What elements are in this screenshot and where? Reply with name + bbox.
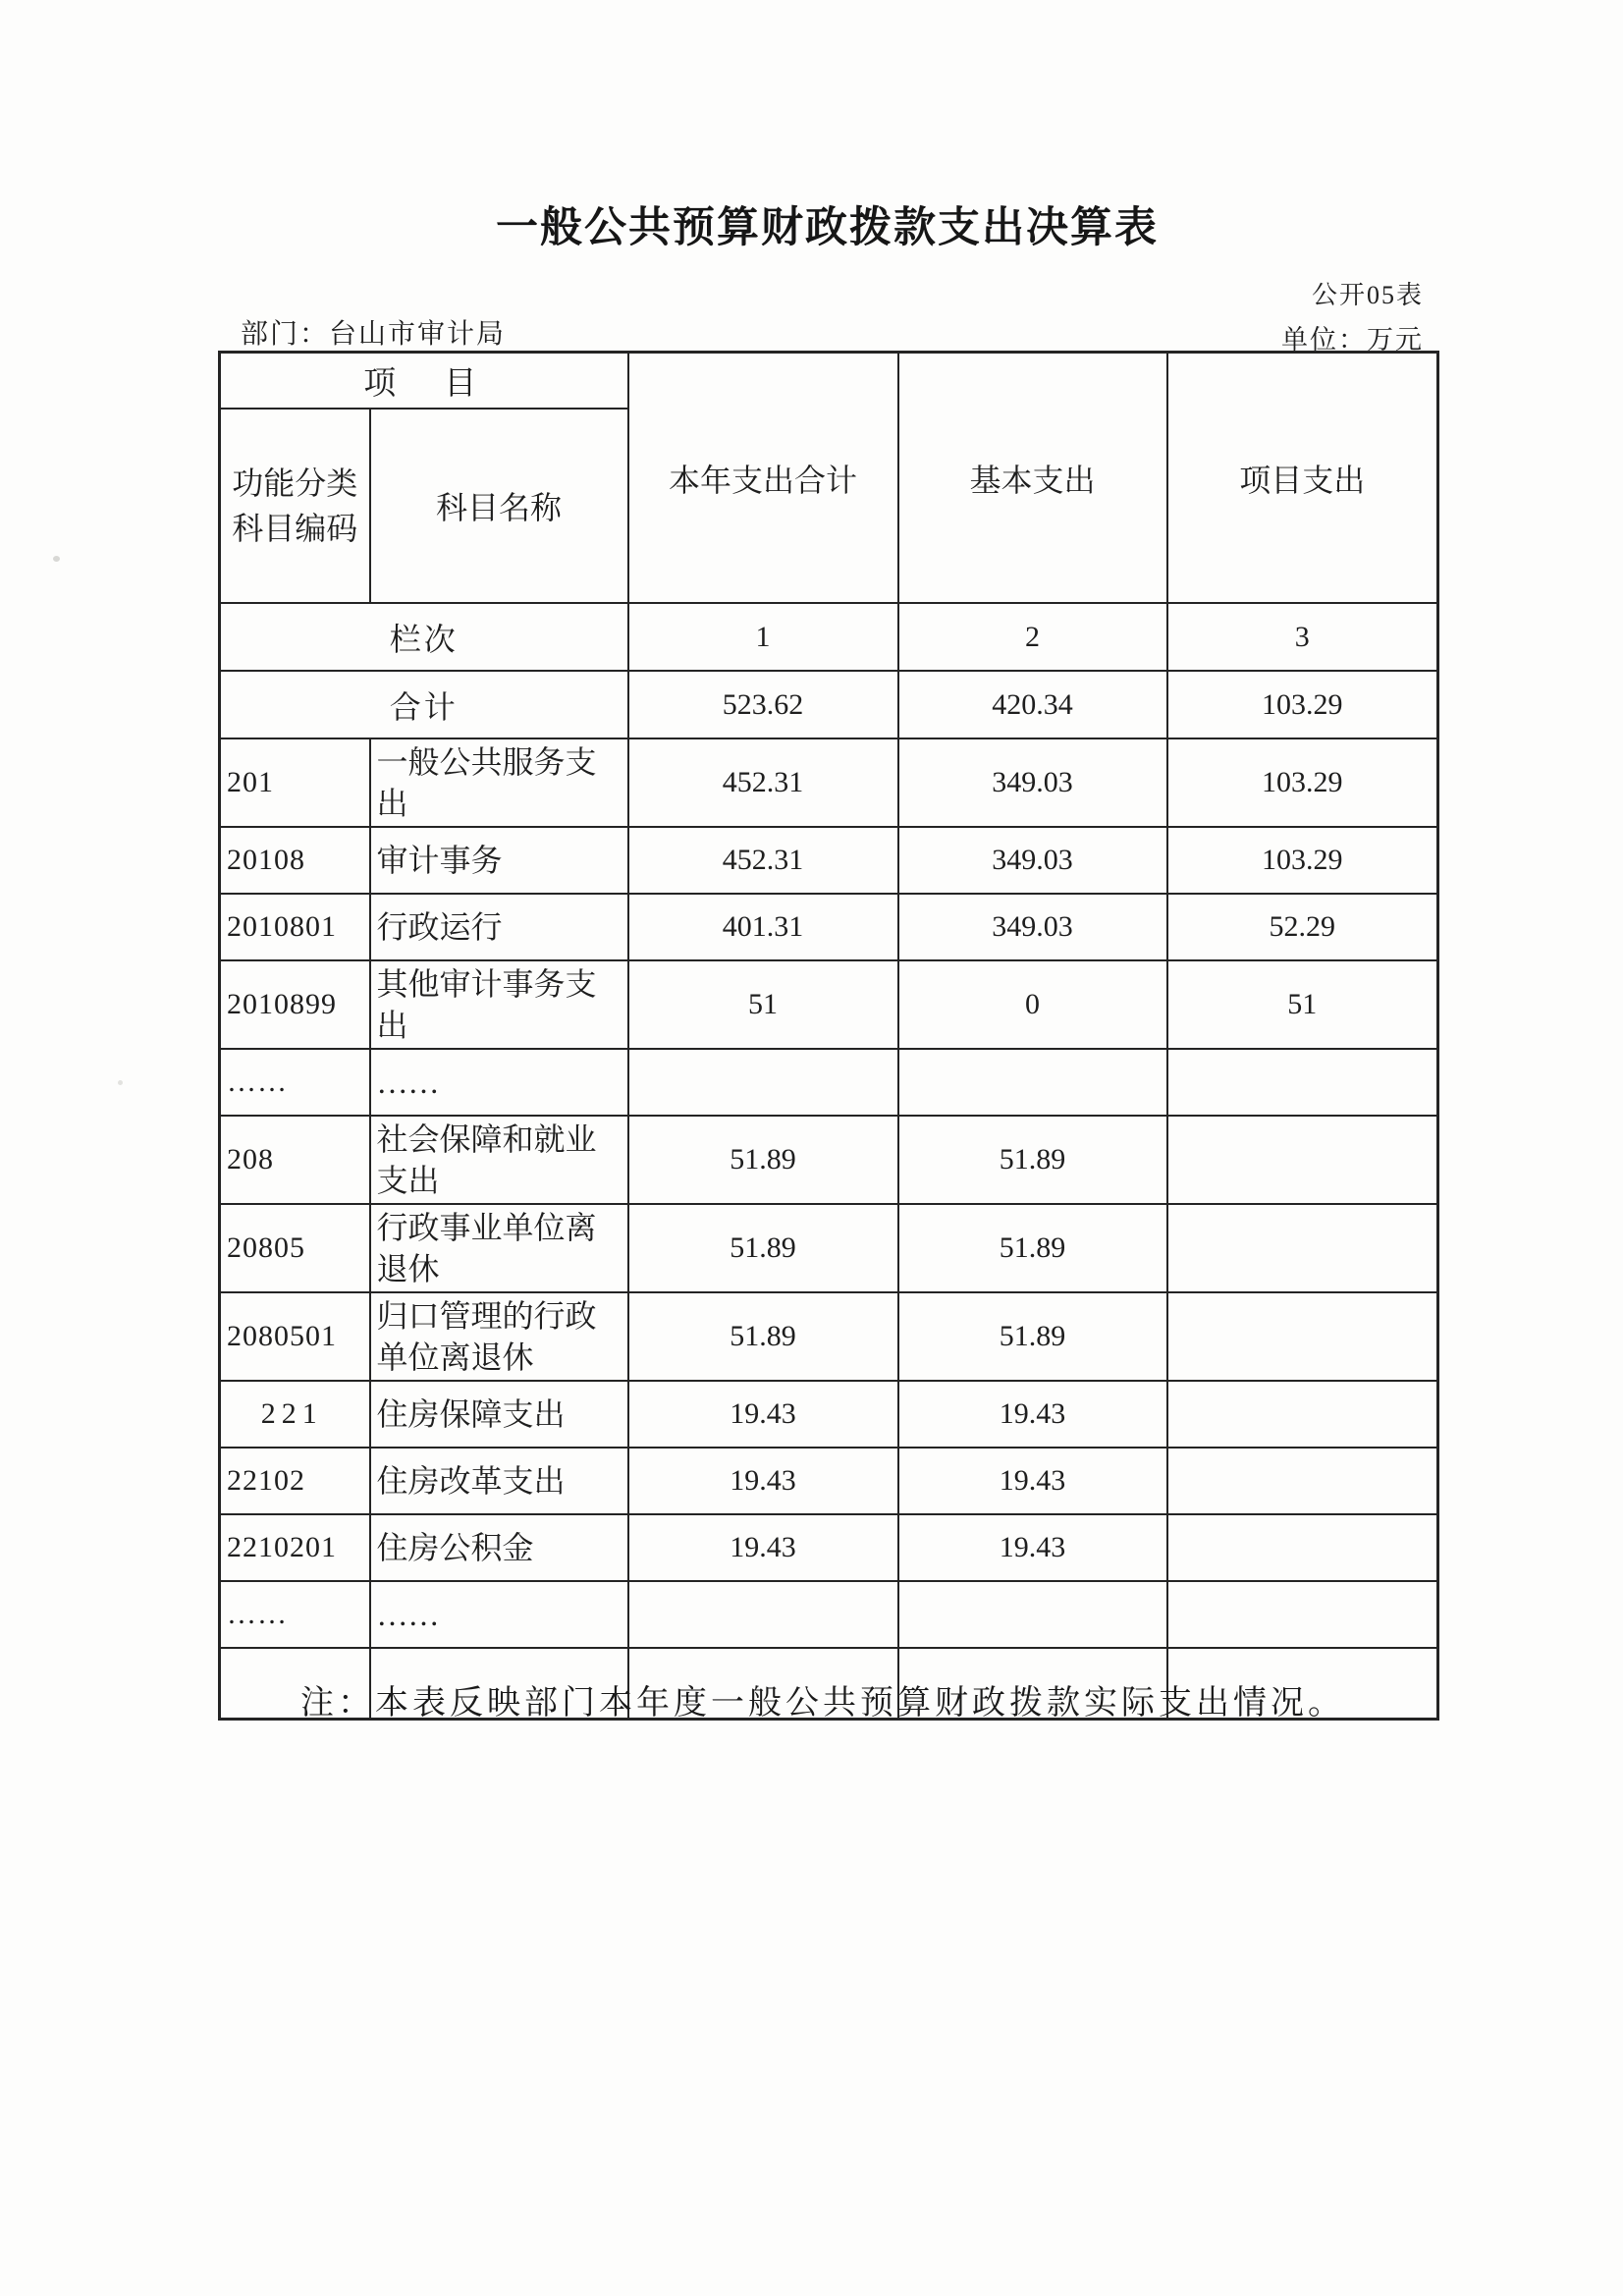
current-total-cell: 19.43 [628,1514,898,1581]
project-expense-cell [1167,1204,1438,1292]
current-total-cell [628,1049,898,1116]
subject-name-cell: 行政运行 [370,894,628,960]
scan-speck [118,1080,123,1085]
table-row [220,960,1438,1049]
table-row [220,738,1438,827]
function-code-cell: …… [220,1581,370,1648]
subject-name-cell: 归口管理的行政单位离退休 [370,1292,628,1381]
col-header-current-total: 本年支出合计 [628,353,898,604]
current-total-cell: 401.31 [628,894,898,960]
table-row [220,894,1438,960]
current-total-cell: 452.31 [628,827,898,894]
lanci-label-cell: 栏次 [220,603,628,671]
budget-table [218,351,1439,1721]
form-code-label: 公开05表 [1311,281,1424,309]
table-body [220,353,1438,1720]
lanci-col3-cell: 3 [1167,603,1438,671]
basic-expense-cell [898,1581,1167,1648]
subject-name-cell: 住房保障支出 [370,1381,628,1448]
subject-name-cell: 社会保障和就业支出 [370,1116,628,1204]
lanci-col1-cell: 1 [628,603,898,671]
function-code-cell: 20108 [220,827,370,894]
col-header-project-expense: 项目支出 [1167,353,1438,604]
project-expense-cell: 51 [1167,960,1438,1049]
current-total-cell: 51.89 [628,1292,898,1381]
col-header-basic-expense: 基本支出 [898,353,1167,604]
table-row [220,1292,1438,1381]
subject-name-cell: 住房改革支出 [370,1448,628,1514]
basic-expense-cell: 51.89 [898,1292,1167,1381]
basic-expense-cell: 51.89 [898,1204,1167,1292]
page-title: 一般公共预算财政拨款支出决算表 [496,205,1159,251]
subject-name-cell: 行政事业单位离退休 [370,1204,628,1292]
current-total-cell: 51.89 [628,1116,898,1204]
current-total-cell: 452.31 [628,738,898,827]
department-line: 部门：台山市审计局 [241,319,507,350]
subject-name-cell: …… [370,1581,628,1648]
function-code-cell: 208 [220,1116,370,1204]
current-total-cell: 51 [628,960,898,1049]
project-group-cell: 项 目 [220,353,628,410]
function-code-cell: 201 [220,738,370,827]
basic-expense-cell: 349.03 [898,894,1167,960]
current-total-cell: 19.43 [628,1381,898,1448]
lanci-col2-cell: 2 [898,603,1167,671]
table-row [220,1514,1438,1581]
subject-name-cell: 审计事务 [370,827,628,894]
project-header-row [220,353,1438,410]
project-expense-cell [1167,1581,1438,1648]
total-basic-cell: 420.34 [898,671,1167,738]
subject-name-cell: …… [370,1049,628,1116]
basic-expense-cell: 349.03 [898,827,1167,894]
table-row [220,1116,1438,1204]
project-expense-cell [1167,1292,1438,1381]
table-row [220,1204,1438,1292]
column-index-row [220,603,1438,671]
current-total-cell: 19.43 [628,1448,898,1514]
table-row [220,1049,1438,1116]
basic-expense-cell: 349.03 [898,738,1167,827]
note-text: 注：本表反映部门本年度一般公共预算财政拨款实际支出情况。 [300,1685,1345,1722]
project-expense-cell [1167,1448,1438,1514]
total-label-cell: 合计 [220,671,628,738]
basic-expense-cell: 19.43 [898,1514,1167,1581]
table-row [220,1381,1438,1448]
project-expense-cell [1167,1514,1438,1581]
function-code-cell: …… [220,1049,370,1116]
function-code-cell: 2080501 [220,1292,370,1381]
function-code-cell: 2010801 [220,894,370,960]
col-header-function-code: 功能分类科目编码 [220,409,370,603]
project-expense-cell: 103.29 [1167,738,1438,827]
grand-total-row [220,671,1438,738]
function-code-cell: 221 [220,1381,370,1448]
table-row [220,1448,1438,1514]
subject-name-cell: 其他审计事务支出 [370,960,628,1049]
table-row [220,1581,1438,1648]
basic-expense-cell [898,1049,1167,1116]
basic-expense-cell: 19.43 [898,1448,1167,1514]
unit-line: 单位：万元 [1281,325,1424,355]
project-expense-cell: 103.29 [1167,827,1438,894]
function-code-cell: 22102 [220,1448,370,1514]
col-header-subject-name: 科目名称 [370,409,628,603]
current-total-cell [628,1581,898,1648]
basic-expense-cell: 51.89 [898,1116,1167,1204]
basic-expense-cell: 19.43 [898,1381,1167,1448]
function-code-cell: 2010899 [220,960,370,1049]
project-expense-cell [1167,1381,1438,1448]
subject-name-cell: 一般公共服务支出 [370,738,628,827]
basic-expense-cell: 0 [898,960,1167,1049]
project-expense-cell [1167,1116,1438,1204]
project-expense-cell [1167,1049,1438,1116]
total-current-cell: 523.62 [628,671,898,738]
current-total-cell: 51.89 [628,1204,898,1292]
project-expense-cell: 52.29 [1167,894,1438,960]
table-row [220,827,1438,894]
function-code-cell: 20805 [220,1204,370,1292]
subject-name-cell: 住房公积金 [370,1514,628,1581]
scan-speck [53,556,60,562]
total-project-cell: 103.29 [1167,671,1438,738]
function-code-cell: 2210201 [220,1514,370,1581]
